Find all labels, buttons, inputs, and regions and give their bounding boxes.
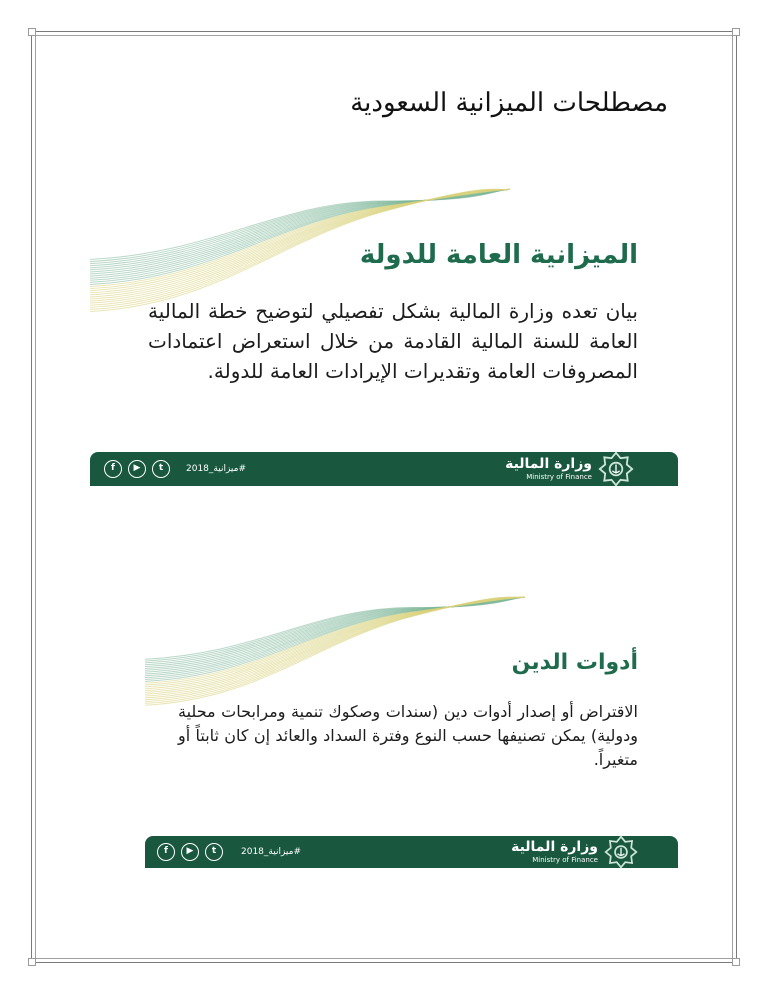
ministry-name-en: Ministry of Finance xyxy=(526,473,592,481)
youtube-icon[interactable]: ▶ xyxy=(128,460,146,478)
card-footer xyxy=(90,452,678,486)
card-heading: أدوات الدين xyxy=(511,650,638,675)
twitter-icon[interactable]: t xyxy=(152,460,170,478)
card-body-text: الاقتراض أو إصدار أدوات دين (سندات وصكوك تنمية ومرابحات محلية ودولية) يمكن تصنيفها حسب النوع وفترة السداد والعائد إن كان ثابتاً أو متغيراً. xyxy=(178,702,638,769)
frame-corner xyxy=(28,958,36,966)
ministry-name-ar: وزارة المالية xyxy=(505,456,592,472)
frame-corner xyxy=(732,958,740,966)
card-body-text: بيان تعده وزارة المالية بشكل تفصيلي لتوضيح خطة المالية العامة للسنة المالية القادمة من خلال استعراض اعتمادات المصروفات العامة وتقديرات الإيرادات العامة للدولة. xyxy=(148,299,638,383)
budget-hashtag: #ميزانية_2018 xyxy=(186,464,246,474)
ministry-name xyxy=(511,839,598,865)
debt-instruments-card xyxy=(145,596,678,868)
ministry-name xyxy=(505,456,592,482)
decorative-waves xyxy=(145,596,525,711)
budget-hashtag: #ميزانية_2018 xyxy=(241,847,301,857)
social-links xyxy=(157,843,223,861)
facebook-icon[interactable]: f xyxy=(104,460,122,478)
card-footer xyxy=(145,836,678,868)
ministry-name-ar: وزارة المالية xyxy=(511,839,598,855)
youtube-icon[interactable]: ▶ xyxy=(181,843,199,861)
ministry-emblem-icon xyxy=(604,835,638,868)
facebook-icon[interactable]: f xyxy=(157,843,175,861)
card-heading: الميزانية العامة للدولة xyxy=(359,240,638,270)
frame-corner xyxy=(28,28,36,36)
budget-definition-card xyxy=(90,188,678,486)
twitter-icon[interactable]: t xyxy=(205,843,223,861)
ministry-name-en: Ministry of Finance xyxy=(532,856,598,864)
frame-corner xyxy=(732,28,740,36)
page-title: مصطلحات الميزانية السعودية xyxy=(350,88,668,118)
social-links xyxy=(104,460,170,478)
ministry-emblem-icon xyxy=(598,451,634,486)
